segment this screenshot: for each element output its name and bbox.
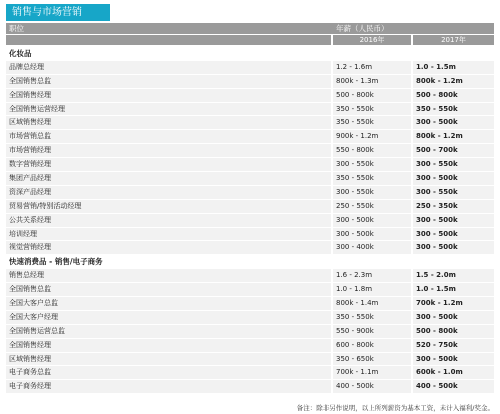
position-cell: 贸易营销/特别活动经理 (6, 200, 331, 213)
footnote: 备注：除非另作说明，以上所列薪资为基本工资，未计入福利/奖金。 (296, 404, 494, 412)
salary-2016-cell: 350 - 550k (333, 311, 411, 324)
salary-2017-cell: 520 - 750k (413, 339, 494, 352)
salary-2016-cell: 350 - 550k (333, 172, 411, 185)
position-cell: 资深产品经理 (6, 186, 331, 199)
table-row (6, 144, 494, 158)
position-cell: 全国销售运营总监 (6, 325, 331, 338)
position-cell: 全国销售经理 (6, 339, 331, 352)
position-cell: 区域销售经理 (6, 116, 331, 129)
salary-2016-cell: 350 - 550k (333, 116, 411, 129)
table-row (6, 186, 494, 200)
table-row (6, 89, 494, 103)
table-row (6, 130, 494, 144)
salary-2017-cell: 300 - 500k (413, 353, 494, 366)
table-row (6, 75, 494, 89)
section-label: 快速消费品 - 销售/电子商务 (6, 255, 331, 268)
salary-2017-cell: 350 - 550k (413, 103, 494, 116)
salary-2017-cell: 600k - 1.0m (413, 366, 494, 379)
salary-2016-cell: 800k - 1.4m (333, 297, 411, 310)
section-header-row (6, 255, 494, 269)
salary-2016-cell: 800k - 1.3m (333, 75, 411, 88)
salary-2017-cell: 300 - 500k (413, 228, 494, 241)
position-cell: 销售总经理 (6, 269, 331, 282)
position-cell: 品牌总经理 (6, 61, 331, 74)
table-row (6, 339, 494, 353)
salary-2017-cell: 500 - 700k (413, 144, 494, 157)
position-cell: 培训经理 (6, 228, 331, 241)
salary-2017-cell: 300 - 550k (413, 158, 494, 171)
position-cell: 电子商务总监 (6, 366, 331, 379)
salary-2017-cell: 300 - 500k (413, 311, 494, 324)
salary-2016-cell: 300 - 400k (333, 241, 411, 254)
salary-2016-cell: 350 - 550k (333, 103, 411, 116)
table-row (6, 200, 494, 214)
position-cell: 全国销售运营经理 (6, 103, 331, 116)
salary-2017-cell: 250 - 350k (413, 200, 494, 213)
salary-2017-cell: 1.0 - 1.5m (413, 283, 494, 296)
salary-2016-cell: 500 - 800k (333, 89, 411, 102)
header-blank (6, 35, 331, 45)
section-header-row (6, 47, 494, 61)
table-row (6, 61, 494, 75)
position-column-header: 职位 (9, 24, 24, 33)
table-body (6, 47, 494, 394)
position-cell: 全国销售总监 (6, 283, 331, 296)
salary-2016-cell (333, 255, 411, 268)
salary-2016-cell: 300 - 550k (333, 186, 411, 199)
salary-2017-cell: 300 - 500k (413, 214, 494, 227)
section-label: 化妆品 (6, 47, 331, 60)
salary-2016-cell: 250 - 550k (333, 200, 411, 213)
position-cell: 市场营销总监 (6, 130, 331, 143)
year-2017-header: 2017年 (413, 35, 494, 45)
salary-2017-cell: 300 - 550k (413, 186, 494, 199)
position-cell: 全国销售经理 (6, 89, 331, 102)
salary-2016-cell: 550 - 800k (333, 144, 411, 157)
salary-2016-cell: 600 - 800k (333, 339, 411, 352)
table-row (6, 325, 494, 339)
table-row (6, 380, 494, 394)
salary-2016-cell (333, 47, 411, 60)
table-row (6, 297, 494, 311)
salary-2016-cell: 300 - 550k (333, 158, 411, 171)
table-row (6, 116, 494, 130)
position-cell: 数字营销经理 (6, 158, 331, 171)
salary-2017-cell: 700k - 1.2m (413, 297, 494, 310)
table-row (6, 158, 494, 172)
position-cell: 全国大客户总监 (6, 297, 331, 310)
salary-2016-cell: 350 - 650k (333, 353, 411, 366)
salary-2017-cell: 300 - 500k (413, 241, 494, 254)
table-row (6, 366, 494, 380)
year-2016-header: 2016年 (333, 35, 411, 45)
salary-2017-cell: 300 - 500k (413, 116, 494, 129)
salary-2016-cell: 300 - 500k (333, 228, 411, 241)
salary-2017-cell: 500 - 800k (413, 325, 494, 338)
position-cell: 集团产品经理 (6, 172, 331, 185)
position-cell: 视觉营销经理 (6, 241, 331, 254)
salary-2016-cell: 1.0 - 1.8m (333, 283, 411, 296)
position-cell: 电子商务经理 (6, 380, 331, 393)
salary-2017-cell: 1.5 - 2.0m (413, 269, 494, 282)
table-row (6, 214, 494, 228)
table-row (6, 103, 494, 117)
salary-2017-cell: 500 - 800k (413, 89, 494, 102)
year-header-row (6, 35, 494, 45)
position-cell: 全国销售总监 (6, 75, 331, 88)
salary-2016-cell: 1.2 - 1.6m (333, 61, 411, 74)
table-row (6, 228, 494, 242)
table-row (6, 269, 494, 283)
salary-2017-cell: 800k - 1.2m (413, 130, 494, 143)
salary-2016-cell: 900k - 1.2m (333, 130, 411, 143)
section-title: 销售与市场营销 (6, 4, 110, 21)
salary-column-header: 年薪（人民币） (336, 24, 389, 33)
salary-2017-cell (413, 255, 494, 268)
salary-2017-cell: 300 - 500k (413, 172, 494, 185)
salary-2017-cell (413, 47, 494, 60)
position-cell: 市场营销经理 (6, 144, 331, 157)
table-row (6, 283, 494, 297)
salary-2016-cell: 550 - 900k (333, 325, 411, 338)
table-row (6, 172, 494, 186)
salary-2016-cell: 700k - 1.1m (333, 366, 411, 379)
position-cell: 公共关系经理 (6, 214, 331, 227)
position-cell: 全国大客户经理 (6, 311, 331, 324)
position-cell: 区域销售经理 (6, 353, 331, 366)
table-row (6, 311, 494, 325)
salary-2017-cell: 1.0 - 1.5m (413, 61, 494, 74)
salary-2016-cell: 400 - 500k (333, 380, 411, 393)
table-row (6, 353, 494, 367)
salary-2017-cell: 400 - 500k (413, 380, 494, 393)
table-row (6, 241, 494, 255)
salary-2017-cell: 800k - 1.2m (413, 75, 494, 88)
salary-2016-cell: 300 - 500k (333, 214, 411, 227)
table-header (6, 23, 494, 34)
salary-2016-cell: 1.6 - 2.3m (333, 269, 411, 282)
